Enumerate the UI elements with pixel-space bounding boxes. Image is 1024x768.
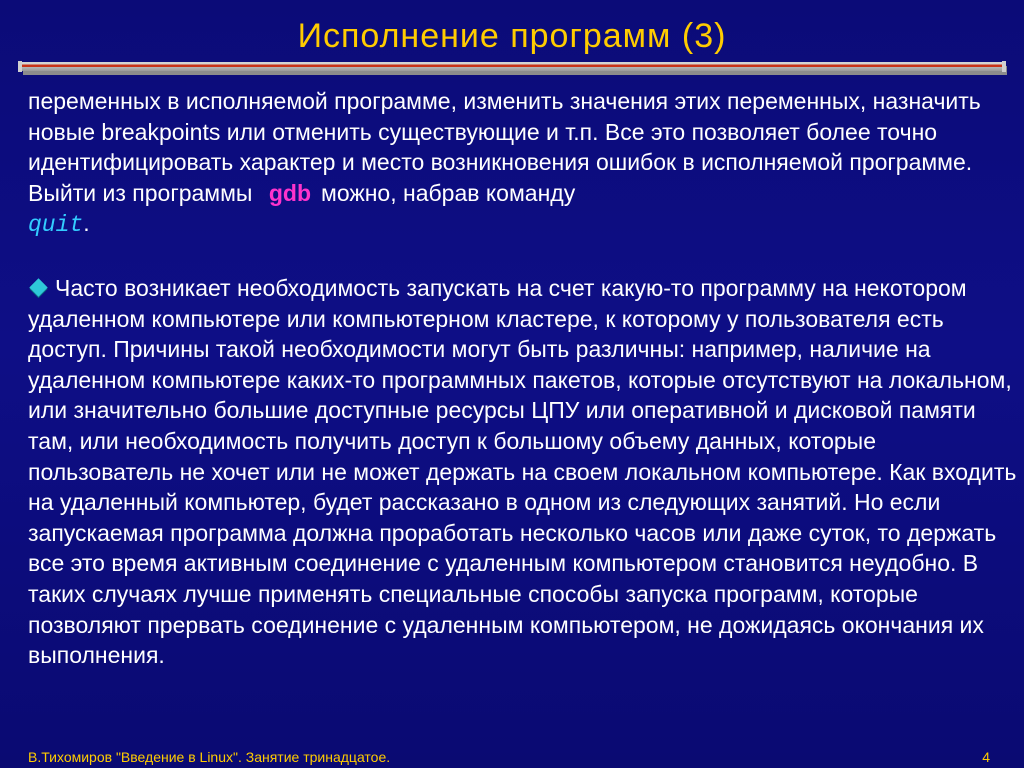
paragraph-1-text-before: переменных в исполняемой программе, изменить значения этих переменных, назначить новые breakpoints или отменить существующие и т.п. Все это позволяет более точно идентифицировать характер и место возникновения ошибок в исполняемой программе. Выйти из программы [28, 88, 981, 206]
bullet-paragraph-text: Часто возникает необходимость запускать на счет какую-то программу на некотором удаленном компьютере или компьютерном кластере, к которому у пользователя есть доступ. Причины такой необходимости могут быть различны: например, наличие на удаленном компьютере каких-то программных пакетов, которые отсутствуют на локальном, или значительно большие доступные ресурсы ЦПУ или оперативной и дисковой памяти там, или необходимость получить доступ к большому объему данных, которые пользователь не хочет или не может держать на своем локальном компьютере. Как входить на удаленный компьютер, будет рассказано в одном из следующих занятий. Но если запускаемая программа должна проработать несколько часов или даже суток, то держать все это время активным соединение с удаленным компьютером становится неудобно. В таких случаях лучше применять специальные способы запуска программ, которые позволяют прервать соединение с удаленным компьютером, не дожидаясь окончания их выполнения. [28, 274, 1017, 669]
paragraph-continuation [28, 86, 1018, 241]
title-divider-left-cap [18, 61, 22, 72]
paragraph-spacer [28, 241, 1018, 273]
quit-command: quit [28, 212, 84, 239]
footer-author-course: В.Тихомиров "Введение в Linux". Занятие тринадцатое. [28, 749, 391, 765]
gdb-keyword: gdb [268, 179, 311, 206]
slide-body [28, 86, 1018, 671]
paragraph-1-text-after: можно, набрав команду [321, 179, 576, 206]
title-divider-right-cap [1002, 61, 1006, 72]
paragraph-1-end-punct: . [83, 210, 90, 237]
title-divider [20, 62, 1004, 76]
title-divider-bar [20, 62, 1004, 71]
footer-page-number: 4 [982, 749, 990, 765]
bullet-paragraph [28, 273, 1018, 671]
diamond-bullet-icon [29, 279, 47, 297]
slide-title: Исполнение программ (3) [297, 17, 727, 55]
